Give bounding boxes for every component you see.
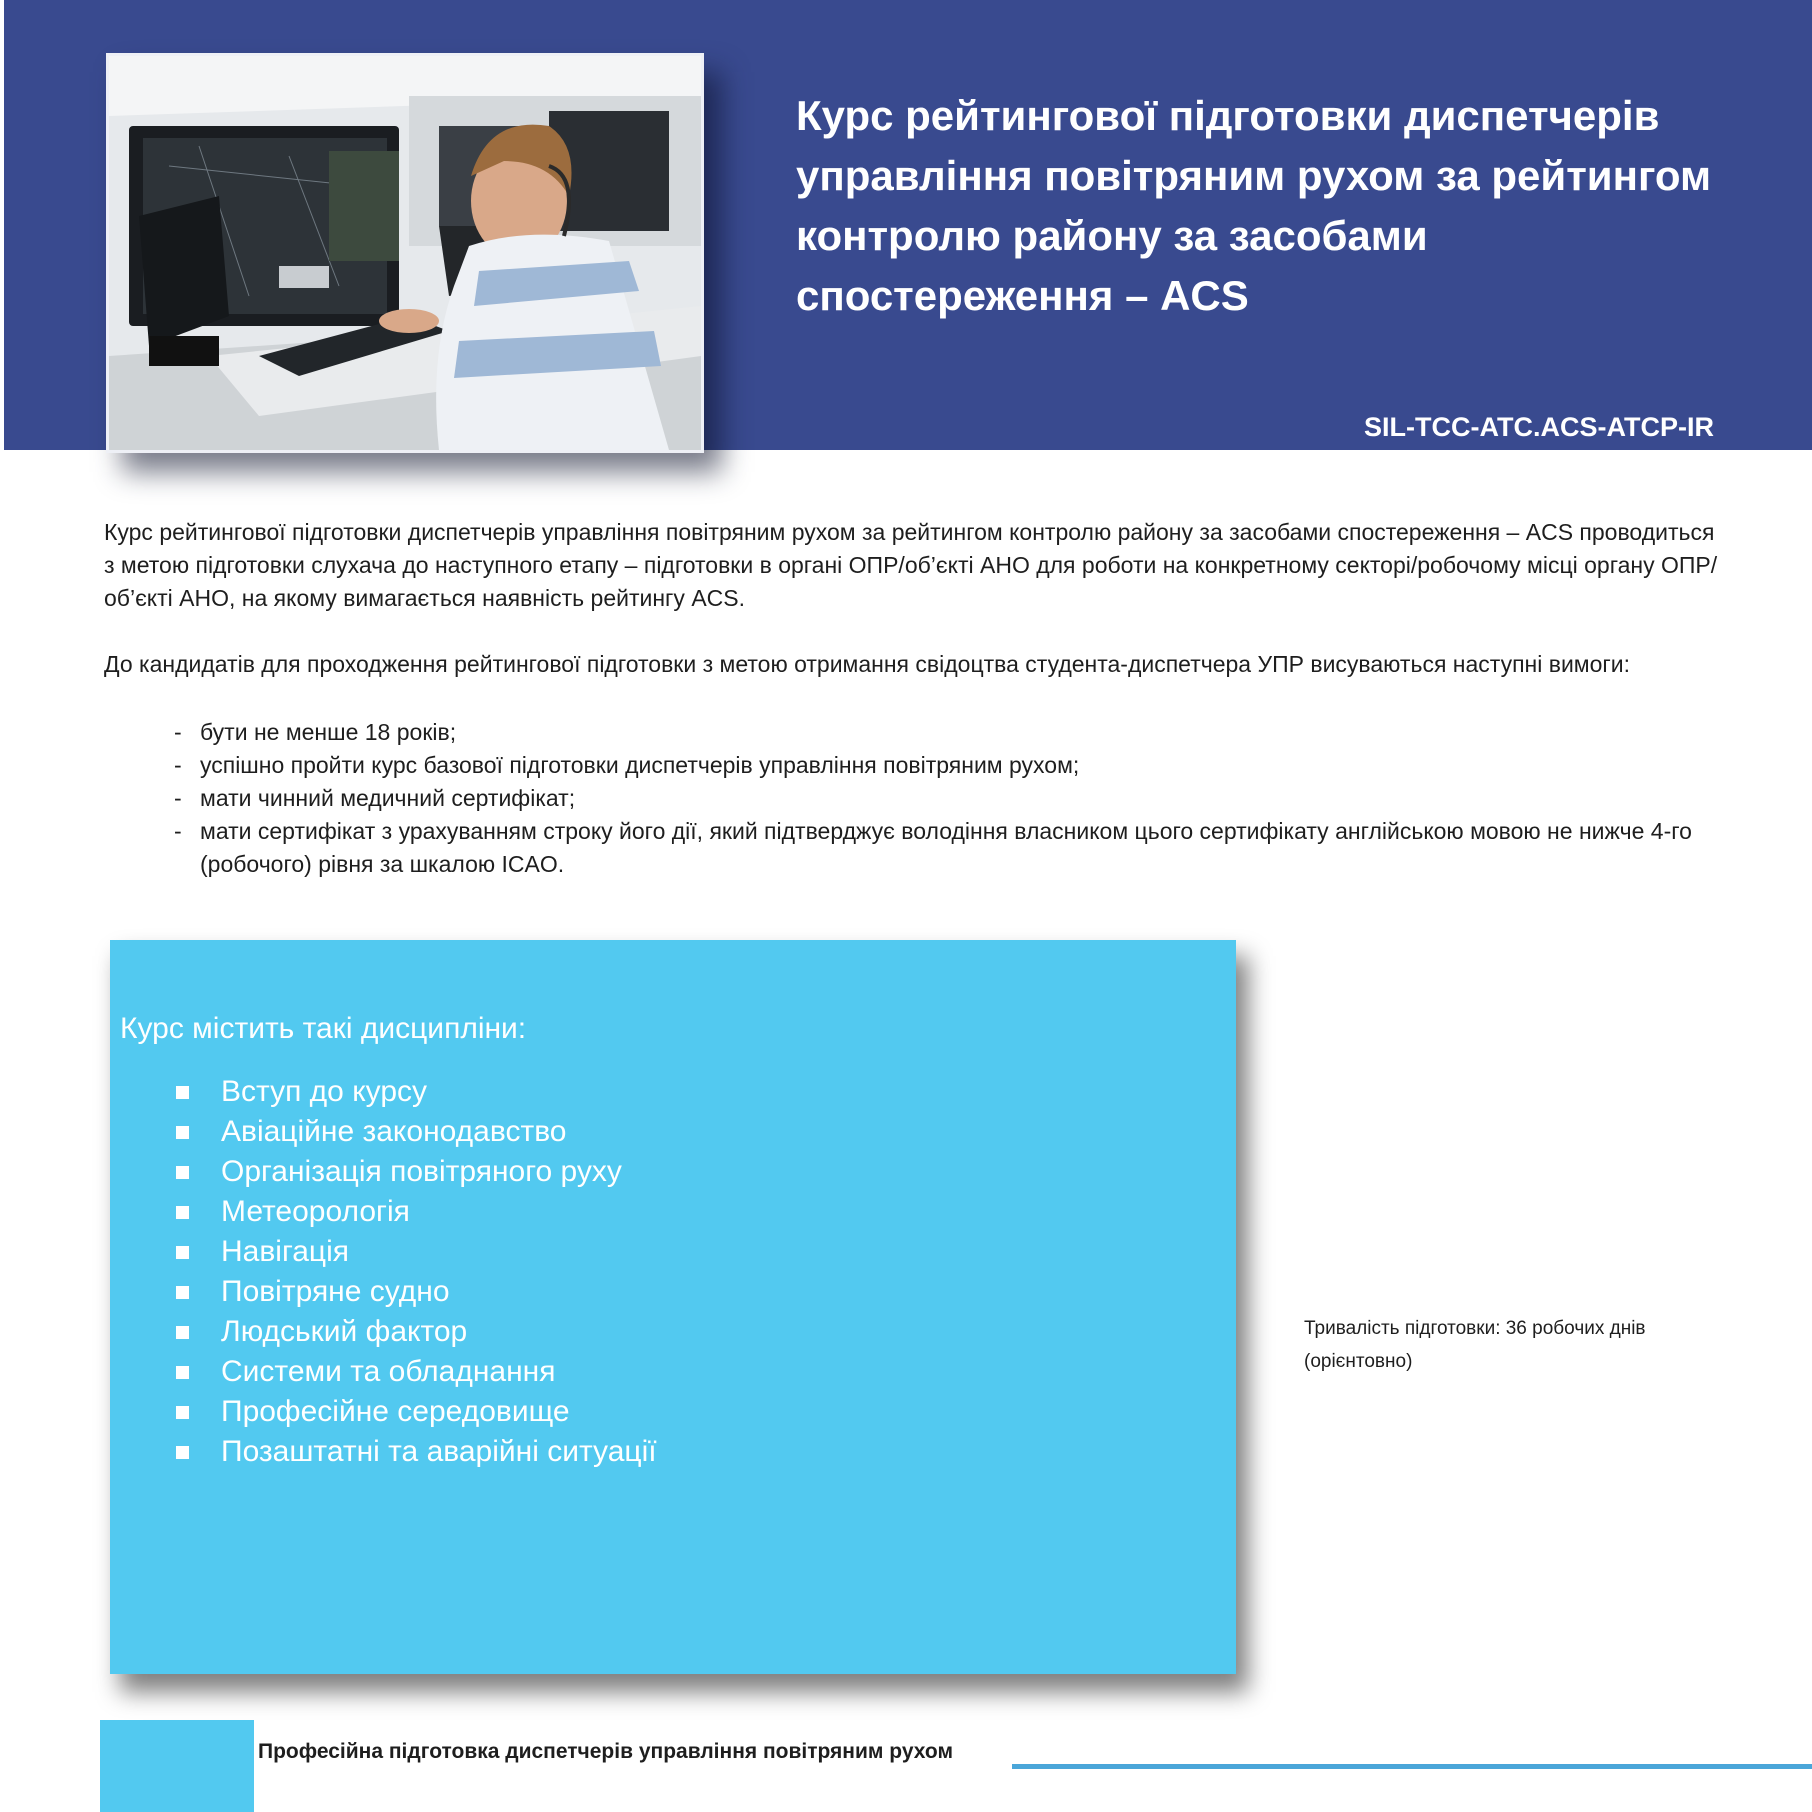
- discipline-label: Людський фактор: [221, 1315, 468, 1348]
- discipline-item: [176, 1112, 657, 1152]
- duration-note: Тривалість підготовки: 36 робочих днів (орієнтовно): [1304, 1318, 1646, 1372]
- disciplines-box: [110, 940, 1236, 1674]
- dash-bullet: -: [174, 752, 182, 778]
- discipline-item: [176, 1352, 657, 1392]
- discipline-item: [176, 1192, 657, 1232]
- discipline-label: Організація повітряного руху: [221, 1155, 622, 1188]
- square-bullet-icon: [176, 1126, 189, 1139]
- discipline-label: Системи та обладнання: [221, 1355, 556, 1388]
- requirement-text: успішно пройти курс базової підготовки диспетчерів управління повітряним рухом;: [200, 752, 1080, 778]
- discipline-item: [176, 1312, 657, 1352]
- square-bullet-icon: [176, 1406, 189, 1419]
- footer-rule: [1012, 1764, 1812, 1769]
- requirement-item: [174, 749, 1694, 782]
- footer-accent-block: [100, 1720, 254, 1812]
- discipline-label: Позаштатні та аварійні ситуації: [221, 1435, 657, 1468]
- square-bullet-icon: [176, 1366, 189, 1379]
- discipline-item: [176, 1272, 657, 1312]
- requirement-item: [174, 815, 1694, 881]
- dash-bullet: -: [174, 719, 182, 745]
- requirement-text: мати сертифікат з урахуванням строку його дії, який підтверджує володіння власником цього сертифікату англійською мовою не нижче 4-го (робочого) рівня за шкалою ICAO.: [200, 818, 1692, 877]
- square-bullet-icon: [176, 1086, 189, 1099]
- requirement-item: [174, 782, 1694, 815]
- requirements-list: [174, 716, 1694, 881]
- disciplines-list: [176, 1072, 657, 1472]
- page-title: Курс рейтингової підготовки диспетчерів управління повітряним рухом за рейтингом контролю району за засобами спостереження – ACS: [796, 92, 1712, 319]
- discipline-label: Повітряне судно: [221, 1275, 450, 1308]
- square-bullet-icon: [176, 1446, 189, 1459]
- disciplines-heading: Курс містить такі дисципліни:: [120, 1012, 527, 1045]
- requirement-text: бути не менше 18 років;: [200, 719, 457, 745]
- course-code: SIL-TCC-ATC.ACS-ATCP-IR: [1364, 412, 1714, 442]
- discipline-label: Професійне середовище: [221, 1395, 570, 1428]
- requirements-intro: До кандидатів для проходження рейтингової підготовки з метою отримання свідоцтва студента-диспетчера УПР висуваються наступні вимоги:: [104, 651, 1631, 677]
- discipline-item: [176, 1392, 657, 1432]
- dash-bullet: -: [174, 785, 182, 811]
- discipline-label: Метеорологія: [221, 1195, 410, 1228]
- square-bullet-icon: [176, 1206, 189, 1219]
- square-bullet-icon: [176, 1246, 189, 1259]
- controller-photo: [106, 53, 704, 453]
- discipline-label: Авіаційне законодавство: [221, 1115, 567, 1148]
- discipline-label: Вступ до курсу: [221, 1075, 428, 1108]
- header-banner: [4, 0, 1812, 450]
- square-bullet-icon: [176, 1286, 189, 1299]
- footer-text: Професійна підготовка диспетчерів управління повітряним рухом: [258, 1740, 953, 1763]
- intro-paragraph: Курс рейтингової підготовки диспетчерів управління повітряним рухом за рейтингом контролю району за засобами спостереження – ACS проводиться з метою підготовки слухача до наступного етапу – підготовки в органі ОПР/об’єкті АНО для роботи на конкретному секторі/робочому місці органу ОПР/об’єкті АНО, на якому вимагається наявність рейтингу ACS.: [104, 519, 1718, 611]
- square-bullet-icon: [176, 1326, 189, 1339]
- dash-bullet: -: [174, 818, 182, 844]
- requirement-item: [174, 716, 1694, 749]
- discipline-item: [176, 1232, 657, 1272]
- discipline-label: Навігація: [221, 1235, 350, 1268]
- discipline-item: [176, 1152, 657, 1192]
- discipline-item: [176, 1432, 657, 1472]
- square-bullet-icon: [176, 1166, 189, 1179]
- requirement-text: мати чинний медичний сертифікат;: [200, 785, 576, 811]
- discipline-item: [176, 1072, 657, 1112]
